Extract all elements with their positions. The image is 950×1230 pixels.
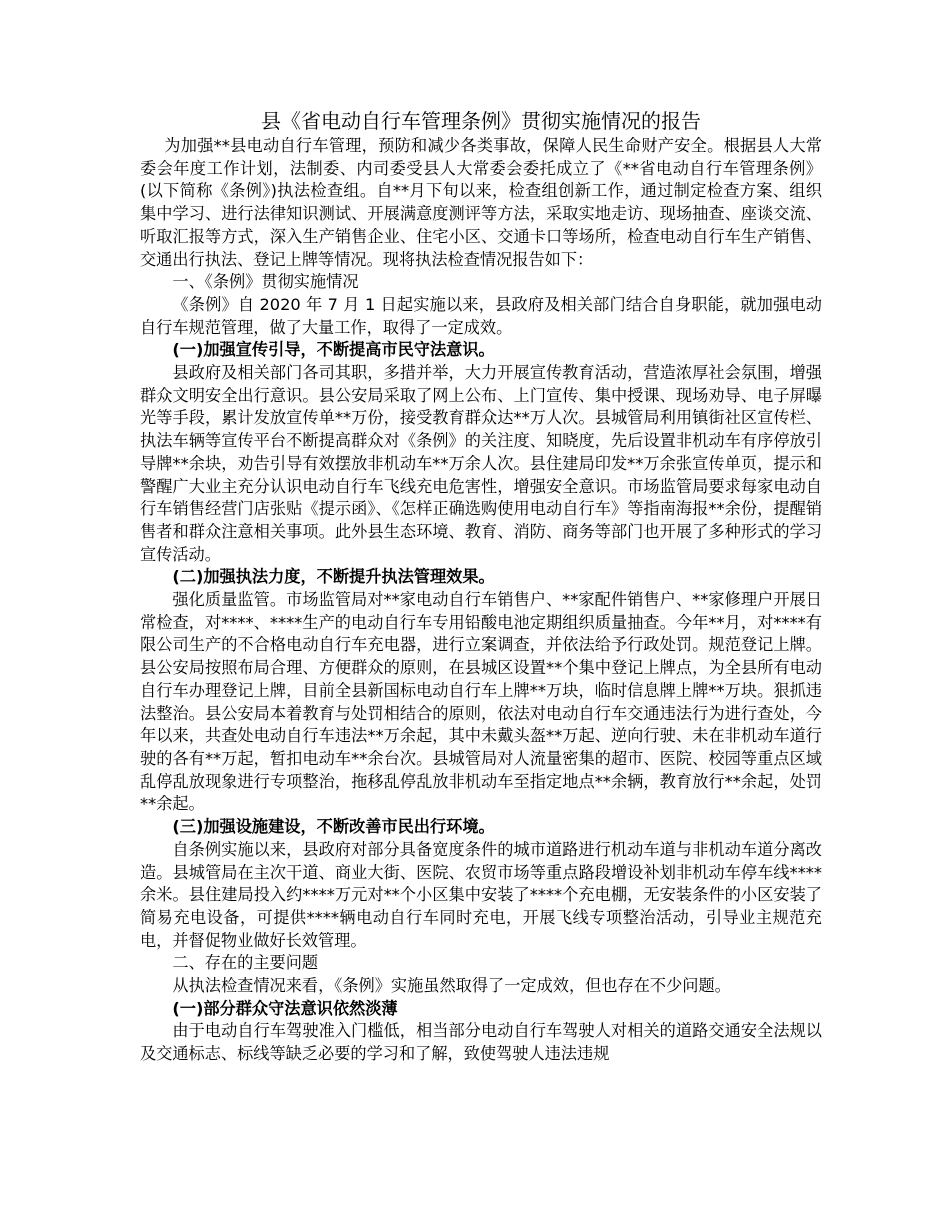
paragraph-1-2: 强化质量监管。市场监管局对**家电动自行车销售户、**家配件销售户、**家修理户开展日常检查，对****、****生产的电动自行车专用铅酸电池定期组织质量抽查。今年**月，对****有限公司生产的不合格电动自行车充电器，进行立案调查，并依法给予行政处罚。规范登记上牌。县公安局按照布局合理、方便群众的原则，在县城区设置**个集中登记上牌点，为全县所有电动自行车办理登记上牌，目前全县新国标电动自行车上牌**万块，临时信息牌上牌**万块。狠抓违法整治。县公安局本着教育与处罚相结合的原则，依法对电动自行车交通违法行为进行查处，今年以来，共查处电动自行车违法**万余起，其中未戴头盔**万起、逆向行驶、未在非机动车道行驶的各有**万起，暂扣电动车**余台次。县城管局对人流量密集的超市、医院、校园等重点区域乱停乱放现象进行专项整治，拖移乱停乱放非机动车至指定地点**余辆，教育放行**余起，处罚**余起。: [140, 590, 822, 814]
subheading-1-1: [140, 339, 822, 362]
intro-paragraph: 为加强**县电动自行车管理，预防和减少各类事故，保障人民生命财产安全。根据县人大常委会年度工作计划，法制委、内司委受县人大常委会委托成立了《**省电动自行车管理条例》(以下简称《条例》)执法检查组。自**月下旬以来，检查组创新工作，通过制定检查方案、组织集中学习、进行法律知识测试、开展满意度测评等方法，采取实地走访、现场抽查、座谈交流、听取汇报等方式，深入生产销售企业、住宅小区、交通卡口等场所，检查电动自行车生产销售、交通出行执法、登记上牌等情况。现将执法检查情况报告如下：: [140, 136, 822, 269]
section-1-intro: 《条例》自 2020 年 7 月 1 日起实施以来，县政府及相关部门结合自身职能，就加强电动自行车规范管理，做了大量工作，取得了一定成效。: [140, 294, 822, 337]
paragraph-2-1: 由于电动自行车驾驶准入门槛低，相当部分电动自行车驾驶人对相关的道路交通安全法规以及交通标志、标线等缺乏必要的学习和了解，致使驾驶人违法违规: [140, 1021, 822, 1064]
document-page: [140, 108, 822, 1066]
subheading-1-3-text: (三)加强设施建设，不断改善市民出行环境。: [172, 817, 495, 837]
subheading-1-2-text: (二)加强执法力度，不断提升执法管理效果。: [172, 567, 495, 587]
paragraph-1-3: 自条例实施以来，县政府对部分具备宽度条件的城市道路进行机动车道与非机动车道分离改造。县城管局在主次干道、商业大街、医院、农贸市场等重点路段增设补划非机动车停车线****余米。县住建局投入约****万元对**个小区集中安装了****个充电棚，无安装条件的小区安装了简易充电设备，可提供****辆电动自行车同时充电，开展飞线专项整治活动，引导业主规范充电，并督促物业做好长效管理。: [140, 839, 822, 950]
subheading-1-2: [140, 566, 822, 589]
section-2-intro: 从执法检查情况来看，《条例》实施虽然取得了一定成效，但也存在不少问题。: [172, 976, 731, 996]
document-title: 县《省电动自行车管理条例》贯彻实施情况的报告: [261, 109, 701, 133]
paragraph-1-1: 县政府及相关部门各司其职，多措并举，大力开展宣传教育活动，营造浓厚社会氛围，增强群众文明安全出行意识。县公安局采取了网上公布、上门宣传、集中授课、现场劝导、电子屏曝光等手段，累计发放宣传单**万份，接受教育群众达**万人次。县城管局利用镇街社区宣传栏、执法车辆等宣传平台不断提高群众对《条例》的关注度、知晓度，先后设置非机动车有序停放引导牌**余块，劝告引导有效摆放非机动车**万余人次。县住建局印发**万余张宣传单页，提示和警醒广大业主充分认识电动自行车飞线充电危害性，增强安全意识。市场监管局要求每家电动自行车销售经营门店张贴《提示函》、《怎样正确选购使用电动自行车》等指南海报**余份，提醒销售者和群众注意相关事项。此外县生态环境、教育、消防、商务等部门也开展了多种形式的学习宣传活动。: [140, 363, 822, 564]
subheading-1-3: [140, 816, 822, 839]
subheading-1-1-text: (一)加强宣传引导，不断提高市民守法意识。: [172, 340, 495, 360]
subheading-2-1-text: (一)部分群众守法意识依然淡薄: [172, 998, 398, 1018]
subheading-2-1: [140, 998, 822, 1021]
section-heading-2: 二、存在的主要问题: [172, 953, 319, 973]
section-heading-1: 一、《条例》贯彻实施情况: [172, 272, 359, 292]
